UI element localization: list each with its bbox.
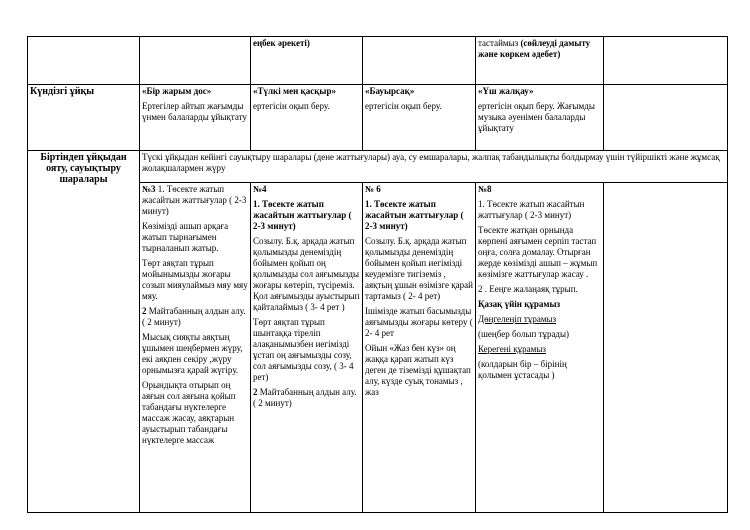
sleep-cell-1 — [140, 85, 251, 151]
continuation-text-4b: (сөйлеуді дамыту және көркем әдебет) — [478, 38, 591, 59]
exercise-cell-1 — [140, 183, 251, 513]
exercise-1-p2: Көзімізді ашып арқаға жатып тырнағымен тырналанып жатыр. — [142, 221, 229, 253]
sleep-cell-2 — [251, 85, 363, 151]
exercise-4-p7: Керегені құрамыз — [478, 344, 546, 354]
exercise-3-p1: 1. Төсекте жатып жасайтын жаттығулар ( 2-3 минут) — [365, 199, 464, 231]
exercise-num-2: №4 — [253, 184, 267, 194]
exercise-4-p4: Қазақ үйін құрамыз — [478, 299, 561, 309]
sleep-title-4: «Үш жалқау» — [478, 86, 534, 96]
exercise-cell-4 — [476, 183, 604, 513]
exercise-1-p4: Майтабанның алдын алу. ( 2 минут) — [142, 306, 246, 327]
continuation-cell-5 — [604, 37, 728, 85]
wake-label: Біртіндеп ұйқыдан ояту, сауықтыру шаралары — [40, 152, 127, 185]
sleep-label: Күндізгі ұйқы — [30, 86, 95, 97]
exercise-3-p3: Ішімізде жатып басымызды аяғымызды жоғары көтеру ( 2- 4 рет — [365, 306, 473, 338]
sleep-text-3: ертегісін оқып беру. — [365, 101, 442, 111]
sleep-title-2: «Түлкі мен қасқыр» — [253, 86, 336, 96]
sleep-title-1: «Бір жарым дос» — [142, 86, 212, 96]
sleep-cell-5 — [604, 85, 728, 151]
exercise-1-p4-num: 2 — [142, 306, 147, 316]
exercise-1-p5: Мысық сияқты аяқтың ұшымен шеңбермен жүру, екі аяқпен секіру ,жүру орнымызға қарай жүгіру. — [142, 332, 243, 375]
exercise-num-3: № 6 — [365, 184, 381, 194]
exercise-1-p3: Төрт аяқтап тұрып мойынымызды жоғары созып мияулаймыз мяу мяу мяу. — [142, 258, 248, 301]
exercise-num-1: №3 — [142, 184, 156, 194]
exercise-cell-2 — [251, 183, 363, 513]
continuation-text-2: еңбек әрекеті) — [253, 38, 310, 48]
wake-intro-cell — [140, 151, 728, 183]
exercise-4-p2: Төсекте жатқан орнында көрпені аяғымен серпіп тастап оңға, солға домалау. Отырған жерде көзімізді ашып – жұмып көзімізге жаттығулар жасау . — [478, 225, 598, 279]
exercise-2-p2: Созылу. Б.қ. арқада жатып қолымызды денеміздің бойымен қойып оң қолымызды сол аяғымызды жоғары көтеріп, түсіреміз. Қол аяғымызды ауыстырып қайталаймыз ( 3- 4 рет ) — [253, 236, 360, 312]
daily-plan-table — [27, 36, 728, 513]
continuation-text-4a: тастаймыз — [478, 38, 521, 48]
exercise-cell-5 — [604, 183, 728, 513]
exercise-2-p4: Майтабанның алдын алу. ( 2 минут) — [253, 387, 357, 408]
wake-intro-text: Түскі ұйқыдан кейінгі сауықтыру шаралары (дене жаттығулары) ауа, су емшаралары, жалпақ табандылықты болдырмау үшін түйіршікті және жұмсақ жолақшалармен жүру — [142, 152, 720, 173]
exercise-1-p1: 1. Төсекте жатып жасайтын жаттығулар ( 2-3 минут) — [142, 184, 247, 216]
exercise-2-p4-num: 2 — [253, 387, 258, 397]
continuation-cell-2 — [251, 37, 363, 85]
exercise-cell-3 — [363, 183, 476, 513]
sleep-text-2: ертегісін оқып беру. — [253, 101, 330, 111]
exercise-2-p1: 1. Төсекте жатып жасайтын жаттығулар ( 2-3 минут) — [253, 199, 352, 231]
exercise-4-p1: 1. Төсекте жатып жасайтын жаттығулар ( 2-3 минут) — [478, 199, 585, 220]
continuation-cell-4 — [476, 37, 604, 85]
sleep-row — [28, 85, 728, 151]
continuation-cell-3 — [363, 37, 476, 85]
sleep-title-3: «Бауырсақ» — [365, 86, 415, 96]
sleep-cell-4 — [476, 85, 604, 151]
exercise-4-p6: (шеңбер болып тұрады) — [478, 329, 570, 339]
sleep-label-cell — [28, 85, 140, 151]
exercise-4-p3: 2 . Ееңге жалаңаяқ тұрып. — [478, 284, 578, 294]
exercise-3-p4: Ойын «Жаз бен күз» оң жаққа қарап жатып күз деген де тіземіздi құшақтап алу, күзде суық тонамыз , жаз — [365, 343, 471, 397]
exercise-num-4: №8 — [478, 184, 492, 194]
exercise-3-p2: Созылу. Б.қ. арқада жатып қолымызды денеміздің бойымен қойып иегімізді кеудемізге тигіземіз , аяқтың ұшын өзімізге қарай тартамыз ( 2- 4 рет) — [365, 236, 473, 301]
wake-label-cell — [28, 151, 140, 513]
exercise-2-p3: Төрт аяқтап тұрып шынтаққа тіреліп алақанымызбен иегімізді ұстап оң аяғымызды созу, сол аяғымызды созу, ( 3- 4 рет) — [253, 317, 354, 382]
sleep-text-4: ертегісін оқып беру. Жағымды музыка әуенімен балаларды ұйықтату — [478, 101, 595, 133]
exercise-4-p8: (колдарын бір – бірінің қолымен ұстасады ) — [478, 359, 567, 380]
continuation-cell-1 — [140, 37, 251, 85]
exercise-4-p5: Дөңгелеңіп тұрамыз — [478, 314, 557, 324]
continuation-row — [28, 37, 728, 85]
sleep-cell-3 — [363, 85, 476, 151]
sleep-text-1: Ертегілер айтып жағымды үнмен балаларды ұйықтату — [142, 101, 247, 122]
exercise-1-p6: Орындықта отырып оң аяғын сол аяғына қойып табандағы нүктелерге массаж жасау, аяқтарын ауыстырып табандағы нүктелерге массаж — [142, 380, 236, 445]
wake-intro-row — [28, 151, 728, 183]
continuation-label-cell — [28, 37, 140, 85]
